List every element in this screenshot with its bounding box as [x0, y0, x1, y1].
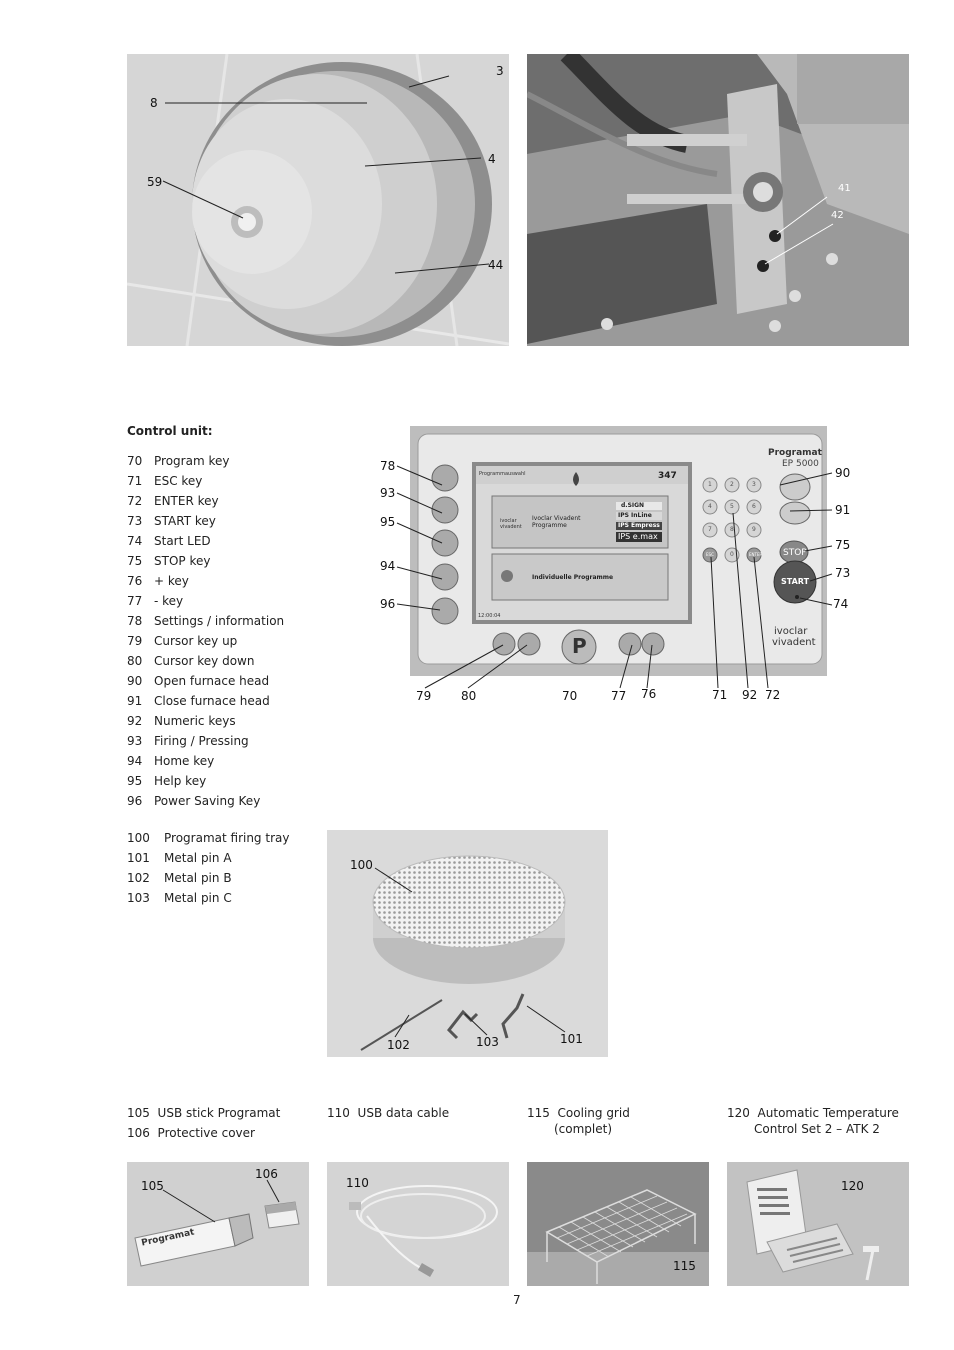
list-item: 78 Settings / information	[127, 614, 285, 628]
callout-95: 95	[380, 515, 396, 529]
list-item: 75 STOP key	[127, 554, 211, 568]
callout-76: 76	[641, 687, 657, 701]
callout-41: 41	[838, 183, 851, 194]
callout-93: 93	[380, 486, 396, 500]
list-item: 76 + key	[127, 574, 189, 588]
callout-80: 80	[461, 689, 477, 703]
numkey-2: 2	[730, 481, 734, 488]
panel-logo-1: ivoclar	[774, 626, 808, 637]
list-item: 79 Cursor key up	[127, 634, 238, 648]
numkey-5: 5	[730, 503, 734, 510]
start-key-label: START	[781, 577, 810, 586]
usb-stick-label: Programat	[140, 1227, 196, 1249]
callout-74: 74	[833, 597, 849, 611]
accessory-120-caption: 120 Automatic Temperature Control Set 2 – ATK 2	[727, 1106, 899, 1136]
callout-8: 8	[150, 96, 158, 110]
numkey-4: 4	[708, 503, 712, 510]
callout-92: 92	[742, 688, 758, 702]
numkey-0: 0	[730, 551, 734, 558]
callout-96: 96	[380, 597, 396, 611]
list-item: 101 Metal pin A	[127, 851, 232, 865]
list-item: 94 Home key	[127, 754, 215, 768]
list-item: 72 ENTER key	[127, 494, 219, 508]
screen-title: Programmauswahl	[479, 471, 526, 477]
screen-prog-1: Ivoclar Vivadent	[532, 515, 581, 522]
numkey-8: 8	[730, 526, 734, 533]
list-item: 103 Metal pin C	[127, 891, 232, 905]
list-item: 90 Open furnace head	[127, 674, 270, 688]
stop-key-label: STOP	[783, 548, 807, 558]
atk-illustration	[727, 1162, 909, 1286]
list-item: 74 Start LED	[127, 534, 211, 548]
numkey-7: 7	[708, 526, 712, 533]
tray-list	[127, 828, 289, 908]
callout-120: 120	[841, 1179, 864, 1193]
list-item: 95 Help key	[127, 774, 207, 788]
panel-model: EP 5000	[782, 459, 819, 469]
callout-103: 103	[476, 1035, 499, 1049]
control-unit-heading: Control unit:	[127, 424, 213, 438]
numkey-6: 6	[752, 503, 756, 510]
callout-94: 94	[380, 559, 396, 573]
screen-individual: Individuelle Programme	[532, 574, 614, 581]
callout-101: 101	[560, 1032, 583, 1046]
panel-brand: Programat	[768, 448, 822, 458]
callout-73: 73	[835, 566, 851, 580]
accessory-115-caption: 115 Cooling grid (complet)	[527, 1106, 630, 1136]
callout-100: 100	[350, 858, 373, 872]
screen-brand-4: IPS e.max	[618, 532, 658, 541]
callout-91: 91	[835, 503, 851, 517]
callout-42: 42	[831, 210, 844, 221]
callout-79: 79	[416, 689, 432, 703]
callout-44: 44	[488, 258, 504, 272]
screen-vendor-2: vivadent	[500, 524, 522, 530]
list-item: 93 Firing / Pressing	[127, 734, 249, 748]
accessory-110-caption: 110 USB data cable	[327, 1106, 450, 1120]
list-item: 91 Close furnace head	[127, 694, 270, 708]
page-number: 7	[513, 1293, 521, 1307]
screen-brand-3: IPS Empress	[618, 522, 660, 529]
list-item: 73 START key	[127, 514, 216, 528]
callout-75: 75	[835, 538, 851, 552]
list-item: 92 Numeric keys	[127, 714, 236, 728]
mechanism-leaders	[527, 54, 909, 346]
numkey-1: 1	[708, 481, 712, 488]
screen-brand-1: d.SIGN	[621, 502, 645, 509]
callout-106: 106	[255, 1167, 278, 1181]
callout-110: 110	[346, 1176, 369, 1190]
panel-logo-2: vivadent	[772, 637, 816, 648]
screen-count: 347	[658, 471, 677, 481]
callout-70: 70	[562, 689, 578, 703]
callout-78: 78	[380, 459, 396, 473]
numkey-3: 3	[752, 481, 756, 488]
p-key-label: P	[572, 634, 587, 658]
control-unit-list	[127, 451, 284, 811]
list-item: 80 Cursor key down	[127, 654, 255, 668]
callout-90: 90	[835, 466, 851, 480]
numkey-9: 9	[752, 526, 756, 533]
callout-72: 72	[765, 688, 781, 702]
screen-prog-2: Programme	[532, 522, 567, 529]
callout-71: 71	[712, 688, 728, 702]
atk-photo	[727, 1162, 909, 1286]
accessory-105-caption: 105 USB stick Programat 106 Protective cover	[127, 1106, 281, 1140]
list-item: 96 Power Saving Key	[127, 794, 261, 808]
screen-time: 12:00:04	[478, 613, 501, 619]
list-item: 70 Program key	[127, 454, 230, 468]
esc-key-label: ESC	[706, 552, 714, 557]
control-panel-leaders	[370, 455, 870, 705]
callout-77: 77	[611, 689, 627, 703]
callout-115: 115	[673, 1259, 696, 1273]
screen-vendor-1: ivoclar	[500, 518, 517, 524]
list-item: 71 ESC key	[127, 474, 203, 488]
callout-4: 4	[488, 152, 496, 166]
screen-brand-2: IPS InLine	[618, 512, 652, 519]
callout-102: 102	[387, 1038, 410, 1052]
callout-3: 3	[496, 64, 504, 78]
list-item: 102 Metal pin B	[127, 871, 232, 885]
furnace-chamber-leaders	[127, 54, 509, 346]
callout-105: 105	[141, 1179, 164, 1193]
list-item: 100 Programat firing tray	[127, 831, 290, 845]
callout-59: 59	[147, 175, 163, 189]
enter-key-label: ENTER	[749, 552, 763, 557]
list-item: 77 - key	[127, 594, 184, 608]
